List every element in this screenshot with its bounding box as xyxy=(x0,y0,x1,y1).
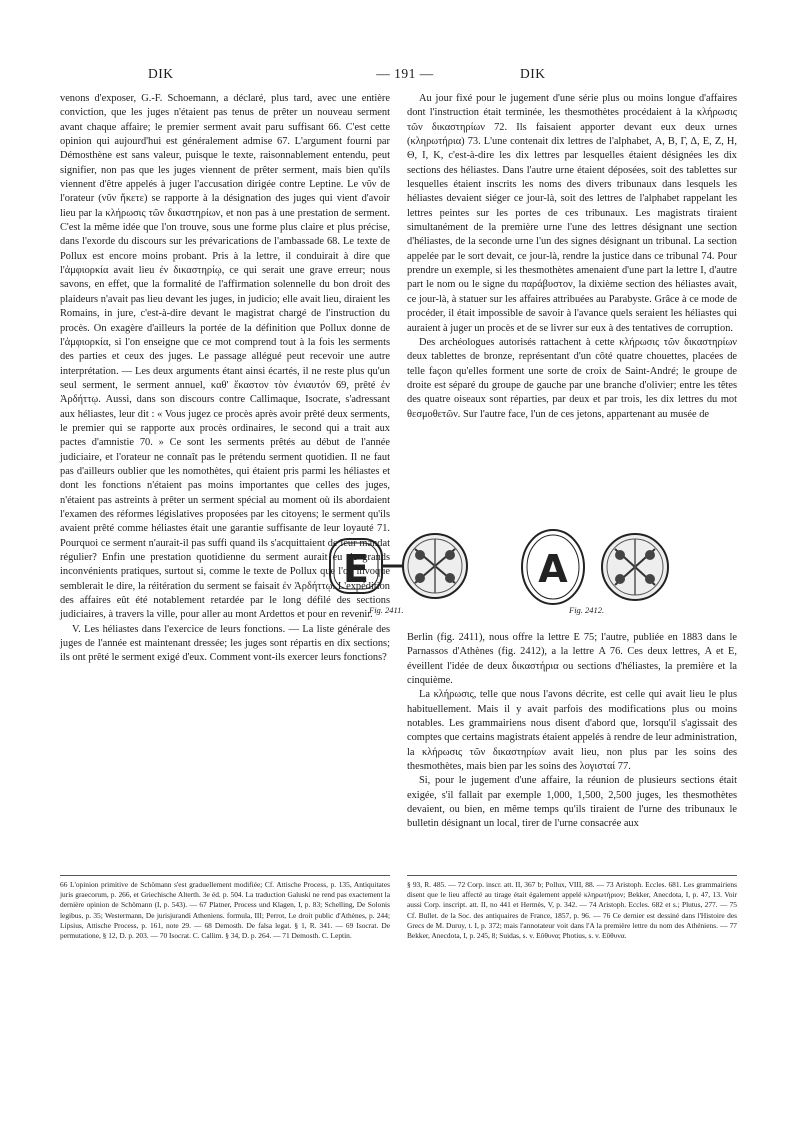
figure-caption: Fig. 2411. xyxy=(369,605,404,615)
paragraph: Au jour fixé pour le jugement d'une série plus ou moins longue d'affaires dont l'instruction était terminée, les thesmothètes procédaient à la κλήρωσις τῶν δικαστηρίων 72. Ils faisaient apporter devant eux deux urnes (κληρωτήρια) 73. L'une contenait dix lettres de l'alphabet, Α, Β, Γ, Δ, Ε, Ζ, Η, Θ, Ι, Κ, c'est-à-dire les dix lettres par lesquelles étaient désignées les dix sections des héliastes. Dans l'autre urne étaient déposées, soit des tablettes sur lesquelles étaient inscrits les noms des divers tribunaux dans lesquels les héliastes devaient siéger ce jour-là, soit des lettres de l'alphabet rappelant les lettres peintes sur les portes de ces tribunaux. Les magistrats tiraient simultanément de la première urne l'une des lettres désignant une section d'héliastes, de la seconde urne l'un des signes désignant un tribunal. La section appelée par le sort devait, ce jour-là, rendre la justice dans ce tribunal 74. Pour prendre un exemple, si les thesmothètes amenaient d'une part la lettre Ι, d'autre part le nom ou le signe du παράβυστον, la dixième section des héliastes avait, ce jour-là, à statuer sur les affaires attribuées au Parabyste. Grâce à ce mode de procéder, il était impossible de savoir à l'avance quels seraient les héliastes qui auraient à juger un procès et de se livrer sur eux à des tentatives de corruption. xyxy=(407,93,737,334)
figure-2412 xyxy=(522,530,668,604)
header-right: DIK xyxy=(520,66,546,81)
running-header xyxy=(60,66,750,86)
figure-2411 xyxy=(330,534,467,598)
figure-caption: Fig. 2412. xyxy=(569,605,605,615)
coin-illustrations xyxy=(325,527,750,607)
paragraph: Berlin (fig. 2411), nous offre la lettre Ε 75; l'autre, publiée en 1883 dans le Parnassos d'Athènes (fig. 2412), a la lettre Α 76. Ces deux lettres, Α et Ε, éveillent l'idée de deux δικαστήρια ou sections d'héliastes, la première et la cinquième. xyxy=(407,632,737,687)
footnote-divider xyxy=(407,875,737,876)
footnote-divider xyxy=(60,875,390,876)
coin-letter-a: A xyxy=(538,547,568,591)
paragraph: Des archéologues autorisés rattachent à cette κλήρωσις τῶν δικαστηρίων deux tablettes de bronze, représentant d'un côté quatre chouettes, placées de telle façon qu'elles forment une sorte de croix de Saint-André; le groupe de droite est séparé du groupe de gauche par une branche d'olivier; entre les têtes des quatre oiseaux sont réparties, par deux et par trois, les dix lettres du mot θεσμοθετῶν. Sur l'autre face, l'un de ces jetons, appartenant au musée de xyxy=(407,336,737,420)
paragraph: venons d'exposer, G.-F. Schoemann, a déclaré, plus tard, avec une entière conviction, que les juges n'étaient pas tenus de prêter un nouveau serment avant chaque affaire; le premier serment avait paru suffisant 66. C'est cette opinion qui aujourd'hui est généralement admise 67. L'argument fourni par Démosthène est sans valeur, puisque le texte, raisonnablement entendu, peut signifier, non pas que les juges viennent de prêter serment, mais bien qu'ils viennent d'être appelés à juger l'accusation dirigée contre Leptine. Le νῦν de l'orateur (νῦν ἥκετε) se rapporte à la désignation des juges qui vient d'avoir lieu par la κλήρωσις τῶν δικαστηρίων, et non pas à une prestation de serment. C'est la même idée que l'on trouve, sous une forme plus claire et plus précise, dans l'exorde du discours sur les prévarications de l'ambassade 68. Le texte de Pollux est encore moins probant. Pris à la lettre, il conduirait à dire que l'ἀμφιορκία avait lieu ἐν δικαστηρίῳ, ce qui serait une grave erreur; nous savons, en effet, que la formalité de l'affirmation solennelle du bon droit des plaideurs n'avait pas lieu devant les juges, in judicio; elle avait lieu, diraient les Romains, in jure, c'est-à-dire devant le magistrat chargé de l'instruction du procès. On exagère d'ailleurs la portée de la définition que Pollux donne de l'ἀμφιορκία, si l'on enseigne que ce mot comprend tout à la fois les serments des parties et ceux des juges. Le passage allégué peut recevoir une autre interprétation. — Les deux arguments étant ainsi écartés, il ne reste plus qu'un seul serment, le serment annuel, καθ' ἕκαστον τὸν ἐνιαυτόν 69, prêté ἐν Ἀρδήττῳ. Aussi, dans son discours contre Callimaque, Isocrate, s'adressant aux héliastes, leur dit : « Vous jugez ce procès après avoir prêté deux serments, le premier qui se rapporte aux procès ordinaires, le second qui a trait aux pactes d'amnistie 70. » Ce sont les serments prêtés au début de l'année judiciaire, et l'orateur ne connaît pas le prétendu serment quotidien. Il ne faut pas d'ailleurs oublier que les nomothètes, qui étaient pris parmi les héliastes et dont les fonctions n'étaient pas moins importantes que celles des juges, n'étaient pas astreints à prêter un serment spécial au moment où ils abordaient l'examen des réformes législatives proposées par les citoyens; le serment qu'ils avaient prêté comme héliastes était une garantie suffisante de leur loyauté 71. Pourquoi ce serment n'aurait-il pas suffi quand ils s'acquittaient de leur mandat régulier? Enfin une prestation quotidienne du serment aurait eu de grands inconvénients pratiques, surtout si, comme le texte de Pollux que l'on invoque semblerait le dire, la réitération du serment se faisait ἐν Ἀρδήττῳ. L'expédition des affaires eût été notablement retardée par le long défilé des sections judiciaires, à travers la ville, pour aller au mont Ardettos et pour en revenir. xyxy=(60,93,390,621)
right-column-top xyxy=(407,92,737,422)
section-heading-paragraph: V. Les héliastes dans l'exercice de leurs fonctions. — La liste générale des juges de l'année est maintenant dressée; les juges sont répartis en dix sections; ils ont prêté le serment exigé d'eux. Comment vont-ils exercer leurs fonctions? xyxy=(60,623,390,664)
right-column-bottom xyxy=(407,631,737,832)
paragraph: La κλήρωσις, telle que nous l'avons décrite, est celle qui avait lieu le plus habituellement. Mais il y avait parfois des modifications plus ou moins notables. Les grammairiens nous disent d'abord que, lorsqu'il s'agissait des comptes que certains magistrats étaient appelés à rendre de leur administration, la κλήρωσις τῶν δικαστηρίων avait lieu, non plus par les soins des thesmothètes, mais bien par les soins des λογισταί 77. xyxy=(407,689,737,773)
page-number: — 191 — xyxy=(376,66,434,81)
paragraph: Si, pour le jugement d'une affaire, la réunion de plusieurs sections était exigée, s'il fallait par exemple 1,000, 1,500, 2,500 juges, les thesmothètes devaient, ou bien, en même temps qu'ils tiraient de l'urne des tribunaux le bulletin désignant un local, tirer de l'urne consacrée aux xyxy=(407,775,737,830)
header-left: DIK xyxy=(148,66,174,81)
figures xyxy=(325,527,750,622)
coin-letter-e: E xyxy=(343,547,369,591)
footnotes-left: 66 L'opinion primitive de Schömann s'est graduellement modifiée; Cf. Attische Process, p. 135, Antiquitates juris graecorum, p. 266, et Griechische Alterth. 3e éd. p. 504. La traduction Galuski ne rend pas exactement la dernière opinion de Schömann (I, p. 543). — 67 Platner, Process und Klagen, I, p. 83; Schelling, De Solonis legibus, p. 35; Westermann, De jurisjurandi Atheniens. formula, III; Perrot, Le droit public d'Athènes, p. 244; Lipsius, Attische Process, p. 161, note 29. — 68 Demosth. De falsa legat. § 1, R. 341. — 69 Isocrat. De permutatione, § 12, D. p. 203. — 70 Isocrat. C. Callim. § 34, D. p. 264. — 71 Demosth. C. Leptin. xyxy=(60,880,390,941)
footnotes-right: § 93, R. 485. — 72 Corp. inscr. att. II, 367 b; Pollux, VIII, 88. — 73 Aristoph. Eccles. 681. Les grammairiens disent que le lieu affecté au tirage était également appelé κληρωτήριον; Bekker, Anecdota, I, p. 47, 13. Voir aussi Corp. inscript. att. II, no 441 et Hermès, V, p. 342. — 74 Aristoph. Eccles. 682 et s.; Plutus, 277. — 75 Cf. Bullet. de la Soc. des antiquaires de France, 1857, p. 96. — 76 Ce dernier est dessiné dans l'Histoire des Grecs de M. Duruy, t. I, p. 372; mais l'annotateur voit dans l'A la première lettre du nom des Athéniens. — 77 Bekker, Anecdota, I, p. 245, 8; Suidas, s. v. Εὔθυνα; Photius, s. v. Εὔθυνα. xyxy=(407,880,737,941)
